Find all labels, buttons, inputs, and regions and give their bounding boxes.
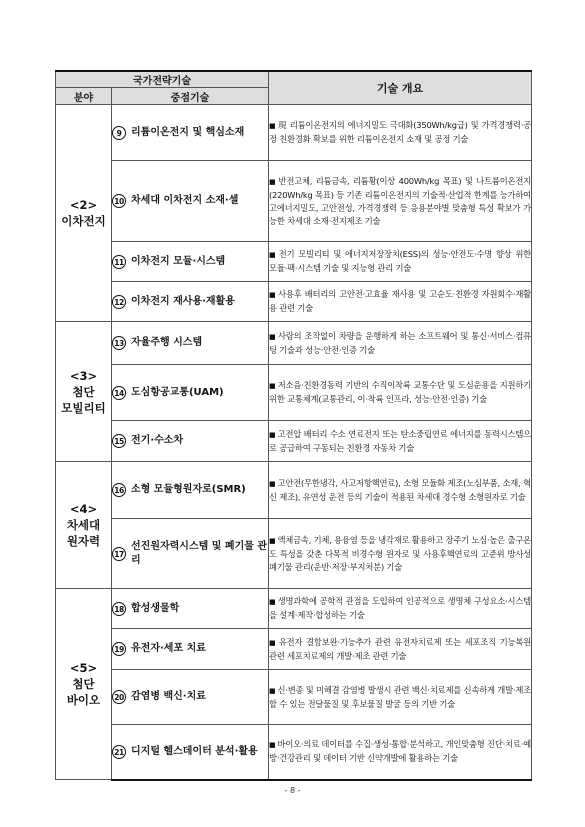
area-name: 첨단 bbox=[72, 677, 95, 691]
bullet-icon: ■ bbox=[269, 430, 276, 439]
circled-number: 13 bbox=[112, 336, 126, 350]
key-tech-cell bbox=[112, 105, 269, 161]
desc-cell bbox=[269, 670, 532, 725]
bullet-icon: ■ bbox=[269, 122, 277, 130]
desc-cell bbox=[269, 462, 532, 519]
key-tech-name: 전기·수소차 bbox=[131, 435, 184, 446]
bullet-icon: ■ bbox=[269, 479, 276, 488]
bullet-icon: ■ bbox=[269, 686, 276, 695]
key-tech-cell bbox=[112, 365, 269, 421]
area-name: 첨단 bbox=[72, 384, 95, 399]
key-tech-cell bbox=[112, 161, 269, 242]
key-tech-name: 이차전지 재사용·재활용 bbox=[131, 295, 235, 307]
table-row bbox=[56, 519, 532, 589]
header-desc-label: 기술 개요 bbox=[269, 71, 532, 105]
circled-number: 10 bbox=[112, 194, 126, 208]
key-tech-name: 유전자·세포 치료 bbox=[131, 643, 206, 654]
circled-number: 19 bbox=[112, 642, 126, 656]
key-tech-name: 도심항공교통(UAM) bbox=[131, 386, 224, 398]
key-tech-cell bbox=[112, 322, 269, 365]
desc-text: 現 리튬이온전지의 에너지밀도 극대화(350Wh/kg급) 및 가격경쟁력·공정 친환경화 확보를 위한 리튬이온전지 소재 및 공정 기술 bbox=[269, 120, 531, 144]
key-tech-cell bbox=[112, 629, 269, 670]
area-name: 모빌리티 bbox=[61, 400, 106, 415]
page-number: - 8 - bbox=[284, 786, 301, 795]
bullet-icon: ■ bbox=[269, 638, 277, 647]
area-number: <4> bbox=[69, 502, 98, 516]
desc-cell bbox=[269, 629, 532, 670]
table-row bbox=[56, 282, 532, 322]
key-tech-cell bbox=[112, 589, 269, 629]
desc-text: 고안전(무한냉각, 사고저항핵연료), 소형 모듈화 제조(노심부품, 소재, 혁신 제조), 유연성 운전 등의 기술이 적용된 차세대 경수형 소형원자로 기술 bbox=[269, 477, 531, 502]
desc-text: 사용후 배터리의 고안전·고효율 재사용 및 고순도·친환경 자원회수·재활용 관련 기술 bbox=[269, 289, 531, 313]
bullet-icon: ■ bbox=[269, 332, 277, 341]
circled-number: 12 bbox=[112, 295, 126, 309]
table-row bbox=[56, 629, 532, 670]
key-tech-cell bbox=[112, 519, 269, 589]
table-row bbox=[56, 462, 532, 519]
circled-number: 16 bbox=[112, 483, 126, 497]
key-tech-cell bbox=[112, 282, 269, 322]
header-area-label: 분야 bbox=[56, 88, 112, 105]
bullet-icon: ■ bbox=[269, 291, 277, 299]
desc-text: 저소음·친환경동력 기반의 수직이착륙 교통수단 및 도심운용을 지원하기 위한 교통체계(교통관리, 이·착륙 인프라, 성능·안전·인증) 기술 bbox=[269, 380, 531, 404]
key-tech-name: 자율주행 시스템 bbox=[131, 337, 203, 348]
bullet-icon: ■ bbox=[269, 251, 277, 259]
area-cell bbox=[56, 105, 112, 322]
key-tech-name: 선진원자력시스템 및 폐기물 관리 bbox=[131, 540, 268, 566]
area-name: 바이오 bbox=[66, 693, 101, 707]
desc-text: 반전고체, 리튬금속, 리튬황(이상 400Wh/kg 목표) 및 나트륨이온전지(220Wh/kg 목표) 등 기존 리튬이온전지의 기술적·산업적 한계를 능가하여 고에너지밀도, 고안전성, 가격경쟁력 등 응용분야별 맞춤형 특성 확보가 가능한 차세대 소재·전지제조 기술 bbox=[269, 175, 531, 226]
key-tech-cell bbox=[112, 421, 269, 462]
area-number: <2> bbox=[69, 198, 98, 212]
desc-text: 사람의 조작없이 차량을 운행하게 하는 소프트웨어 및 통신·서비스·컴퓨팅 기술과 성능·안전·인증 기술 bbox=[269, 330, 531, 355]
desc-cell bbox=[269, 322, 532, 365]
circled-number: 11 bbox=[112, 255, 126, 269]
desc-cell bbox=[269, 519, 532, 589]
desc-cell bbox=[269, 589, 532, 629]
key-tech-name: 디지털 헬스데이터 분석·활용 bbox=[131, 745, 258, 757]
circled-number: 14 bbox=[112, 386, 126, 400]
key-tech-name: 차세대 이차전지 소재·셀 bbox=[131, 195, 239, 206]
circled-number: 20 bbox=[112, 690, 126, 704]
key-tech-cell bbox=[112, 462, 269, 519]
header-key-tech-label: 중점기술 bbox=[112, 88, 269, 105]
circled-number: 17 bbox=[112, 547, 126, 561]
desc-text: 생명과학에 공학적 관점을 도입하여 인공적으로 생명체 구성요소·시스템을 설계·제작·합성하는 기술 bbox=[269, 596, 531, 620]
bullet-icon: ■ bbox=[269, 536, 276, 545]
key-tech-name: 리튬이온전지 및 핵심소재 bbox=[131, 126, 245, 138]
key-tech-name: 합성생물학 bbox=[131, 602, 180, 614]
bullet-icon: ■ bbox=[269, 382, 276, 390]
circled-number: 9 bbox=[112, 126, 126, 140]
table-row bbox=[56, 589, 532, 629]
desc-text: 전기 모빌리티 및 에너지저장장치(ESS)의 성능·안전도·수명 향상 위한 모듈·팩·시스템 기술 및 지능형 관리 기술 bbox=[269, 249, 531, 273]
desc-cell bbox=[269, 282, 532, 322]
area-cell bbox=[56, 462, 112, 589]
circled-number: 18 bbox=[112, 602, 126, 616]
key-tech-name: 감염병 백신·치료 bbox=[131, 691, 206, 702]
table-row bbox=[56, 322, 532, 365]
desc-cell bbox=[269, 725, 532, 780]
desc-cell bbox=[269, 421, 532, 462]
header-group-label: 국가전략기술 bbox=[56, 71, 269, 88]
key-tech-cell bbox=[112, 242, 269, 282]
table-row bbox=[56, 725, 532, 780]
table-row bbox=[56, 242, 532, 282]
desc-cell bbox=[269, 105, 532, 161]
table-row bbox=[56, 421, 532, 462]
area-name: 이차전지 bbox=[61, 214, 106, 228]
table-row bbox=[56, 365, 532, 421]
area-number: <5> bbox=[69, 661, 98, 675]
key-tech-name: 소형 모듈형원자로(SMR) bbox=[131, 484, 246, 495]
key-tech-cell bbox=[112, 670, 269, 725]
desc-cell bbox=[269, 365, 532, 421]
key-tech-name: 이차전지 모듈·시스템 bbox=[131, 255, 226, 267]
bullet-icon: ■ bbox=[269, 741, 276, 750]
bullet-icon: ■ bbox=[269, 177, 277, 186]
area-name: 차세대 bbox=[66, 518, 101, 532]
desc-text: 신·변종 및 미해결 감염병 발생시 관련 백신·치료제를 신속하게 개발·제조할 수 있는 전달물질 및 후보물질 발굴 등의 기반 기술 bbox=[269, 684, 531, 709]
bullet-icon: ■ bbox=[269, 598, 276, 606]
strategic-tech-table bbox=[55, 70, 532, 781]
desc-text: 바이오·의료 데이터를 수집·생성·통합·분석하고, 개인맞춤형 진단·치료·예방·건강관리 및 데이터 기반 신약개발에 활용하는 기술 bbox=[269, 739, 531, 764]
desc-text: 액체금속, 기체, 용융염 등을 냉각재로 활용하고 장주기 노심·높은 출구온도 특성을 갖춘 다목적 비경수형 원자로 및 사용후핵연료의 고준위 방사성폐기물 관리(운반·저장·부지처분) 기술 bbox=[269, 534, 531, 572]
key-tech-cell bbox=[112, 725, 269, 780]
table-row bbox=[56, 105, 532, 161]
area-number: <3> bbox=[69, 368, 98, 383]
area-cell bbox=[56, 589, 112, 780]
area-name: 원자력 bbox=[66, 534, 101, 548]
desc-text: 유전자 결함보완·기능추가 관련 유전자치료제 또는 세포조직 기능복원 관련 세포치료제의 개발·제조 관련 기술 bbox=[269, 636, 531, 661]
circled-number: 21 bbox=[112, 745, 126, 759]
desc-cell bbox=[269, 242, 532, 282]
table-row bbox=[56, 670, 532, 725]
desc-cell bbox=[269, 161, 532, 242]
desc-text: 고전압 배터리 수소 연료전지 또는 탄소중립연료 에너지를 동력시스템으로 공급하여 구동되는 친환경 자동차 기술 bbox=[269, 428, 531, 453]
table-row bbox=[56, 161, 532, 242]
area-cell bbox=[56, 322, 112, 462]
circled-number: 15 bbox=[112, 434, 126, 448]
